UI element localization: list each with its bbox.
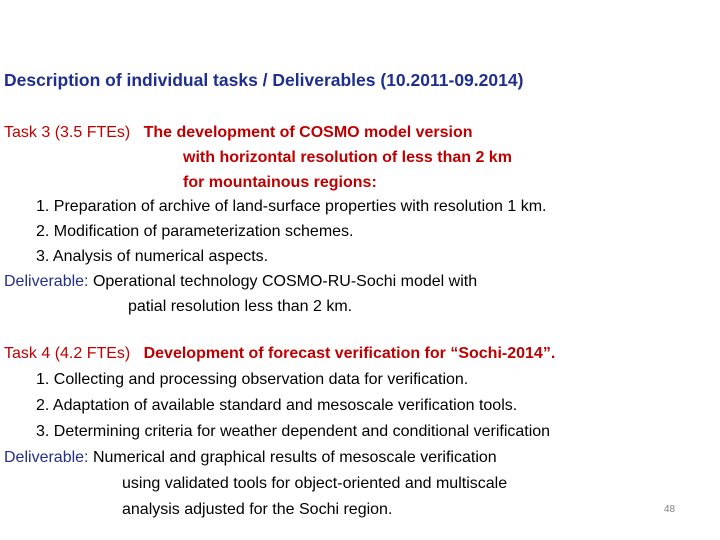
- task4-item-2: 2. Adaptation of available standard and mesoscale verification tools.: [36, 397, 518, 414]
- task3-deliverable-line1: Operational technology COSMO-RU-Sochi model with: [92, 273, 478, 290]
- task3-deliverable-label: Deliverable:: [4, 273, 89, 290]
- task4-item-3: 3. Determining criteria for weather dependent and conditional verification: [36, 423, 551, 440]
- task4-label: Task 4 (4.2 FTEs): [4, 345, 131, 362]
- task3-heading-line1: The development of COSMO model version: [143, 124, 473, 141]
- task3-heading-line2: with horizontal resolution of less than 2 km: [183, 149, 512, 166]
- task3-label: Task 3 (3.5 FTEs): [4, 124, 131, 141]
- task4-deliverable-line1: Numerical and graphical results of mesoscale verification: [92, 449, 497, 466]
- task3-deliverable: [4, 272, 477, 292]
- task3-header: [4, 123, 473, 143]
- task4-deliverable: [4, 448, 497, 468]
- task4-deliverable-line2: using validated tools for object-oriented and multiscale: [122, 475, 508, 492]
- task3-heading-line3: for mountainous regions:: [183, 174, 377, 191]
- task4-header: [4, 344, 555, 364]
- task3-deliverable-line2: patial resolution less than 2 km.: [128, 298, 353, 315]
- task3-item-1: 1. Preparation of archive of land-surface properties with resolution 1 km.: [36, 198, 547, 215]
- slide-title: Description of individual tasks / Deliverables (10.2011-09.2014): [4, 70, 524, 90]
- task4-deliverable-label: Deliverable:: [4, 449, 89, 466]
- task3-item-3: 3. Analysis of numerical aspects.: [36, 248, 269, 265]
- task3-item-2: 2. Modification of parameterization schemes.: [36, 223, 354, 240]
- task4-item-1: 1. Collecting and processing observation data for verification.: [36, 371, 469, 388]
- page-number: 48: [664, 504, 676, 515]
- task4-heading: Development of forecast verification for “Sochi-2014”.: [143, 345, 556, 362]
- task4-deliverable-line3: analysis adjusted for the Sochi region.: [122, 501, 393, 518]
